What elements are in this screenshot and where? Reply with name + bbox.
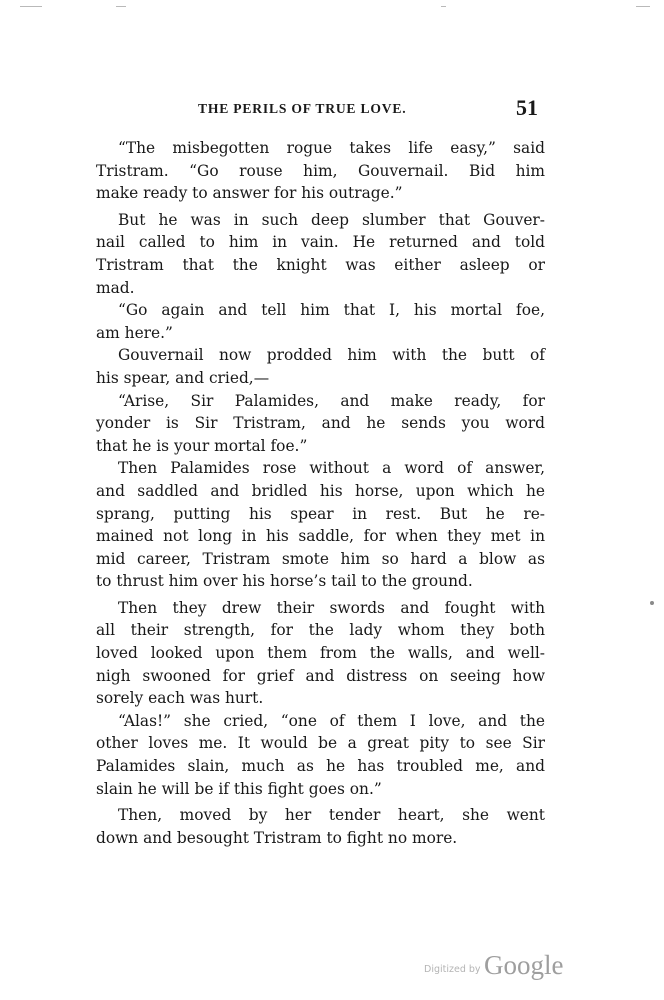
google-digitized-watermark [424,950,564,984]
text-line: his spear, and cried,— [96,368,270,387]
text-line: that he is your mortal foe.” [96,436,308,455]
text-line: Tristram. “Go rouse him, Gouvernail. Bid him [96,161,545,180]
text-line: sprang, putting his spear in rest. But he re- [96,504,545,523]
page-number: 51 [516,95,538,120]
text-line: mid career, Tristram smote him so hard a blow as [96,549,545,568]
scan-mark [20,0,42,7]
text-line: to thrust him over his horse’s tail to the ground. [96,572,473,591]
text-line: mad. [96,278,135,297]
text-line: “Go again and tell him that I, his mortal foe, [118,301,545,320]
body-text [96,137,545,849]
text-line: yonder is Sir Tristram, and he sends you word [96,414,545,433]
text-line: and saddled and bridled his horse, upon which he [96,481,545,500]
text-line: nail called to him in vain. He returned and told [96,233,545,252]
scan-mark [116,0,126,7]
scan-mark [636,0,650,7]
scan-mark [441,0,446,7]
text-line: am here.” [96,323,173,342]
text-line: Then, moved by her tender heart, she went [118,806,545,825]
scan-speck [650,601,654,605]
text-line: Palamides slain, much as he has troubled me, and [96,757,545,776]
text-line: sorely each was hurt. [96,689,264,708]
scan-edge-marks [0,0,664,10]
watermark-prefix: Digitized by [424,964,481,975]
text-line: Then Palamides rose without a word of answer, [118,459,545,478]
text-line: mained not long in his saddle, for when they met in [96,527,545,546]
text-line: “The misbegotten rogue takes life easy,” said [118,139,545,157]
text-line: make ready to answer for his outrage.” [96,184,403,203]
text-line: “Arise, Sir Palamides, and make ready, for [118,391,545,410]
text-line: all their strength, for the lady whom they both [96,621,545,640]
text-line: “Alas!” she cried, “one of them I love, and the [118,711,545,730]
text-line: Tristram that the knight was either asleep or [96,255,545,274]
text-line: down and besought Tristram to fight no more. [96,828,458,847]
text-line: nigh swooned for grief and distress on seeing how [96,666,545,685]
running-title: THE PERILS OF TRUE LOVE. [198,101,407,116]
running-header [96,97,548,127]
text-line: loved looked upon them from the walls, and well- [96,644,545,663]
text-line: other loves me. It would be a great pity to see Sir [96,734,545,753]
text-line: Then they drew their swords and fought with [118,598,545,617]
text-line: slain he will be if this fight goes on.” [96,779,382,798]
google-logo: Google [484,950,564,980]
text-line: Gouvernail now prodded him with the butt of [118,346,545,365]
text-line: But he was in such deep slumber that Gouver- [118,210,545,229]
